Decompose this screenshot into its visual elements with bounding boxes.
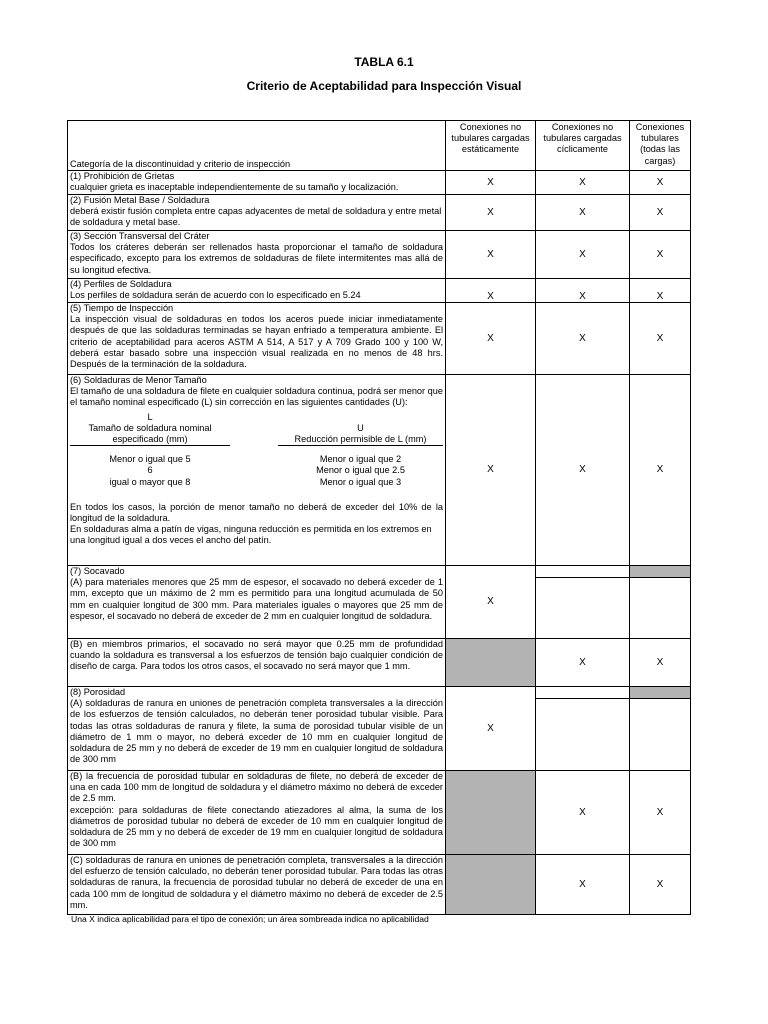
table-title: Criterio de Aceptabilidad para Inspección Visual <box>246 79 522 93</box>
mark-cell: X <box>630 771 691 855</box>
criterion-cell: (7) Socavado (A) para materiales menores que 25 mm de espesor, el socavado no deberá exceder de 1 mm, excepto que un máximo de 2 mm es permitido para una longitud acumulada de 50 mm en cualquier longitud de 300 mm. Para materiales iguales o mayores que 25 mm de espesor, el socavado no deberá de exceder de 2 mm en cualquier longitud de soldadura. <box>68 566 446 639</box>
mark-cell: X <box>446 195 536 231</box>
mark-cell: X <box>630 195 691 231</box>
table-row <box>68 566 691 639</box>
table-row <box>68 375 691 566</box>
criterion-cell: (3) Sección Transversal del Cráter Todos los cráteres deberán ser rellenados hasta proporcionar el tamaño de soldadura especificado, excepto para los extremos de soldaduras de filete intermitentes mas allá de su longitud efectiva. <box>68 231 446 279</box>
mark-cell: X <box>536 195 630 231</box>
mark-cell: X <box>630 171 691 195</box>
shaded-cell <box>446 855 536 915</box>
criterion-cell: (1) Prohibición de Grietas cualquier grieta es inaceptable independientemente de su tamaño y localización. <box>68 171 446 195</box>
mark-cell: X <box>446 279 536 303</box>
criterion-cell: (6) Soldaduras de Menor Tamaño El tamaño de una soldadura de filete en cualquier soldadura continua, podrá ser menor que el tamaño nominal especificado (L) sin corrección en las siguientes cantidades (U): L Tamaño de soldadura nominal especificado (mm) U Reducción permisible de L (mm) Menor o igual que 5 Menor o igual que 2 6 Menor o igual que 2.5 igual o mayor que 8 Menor o igual que 3 En todos los casos, la porción de menor tamaño no deberá de exceder del 10% de la longitud de la soldadura. En soldaduras alma a patín de vigas, ninguna reducción es permitida en los extremos en una longitud igual a dos veces el ancho del patín. <box>68 375 446 566</box>
table-number: TABLA 6.1 <box>354 55 414 69</box>
mark-cell: X <box>630 375 691 566</box>
split-cell <box>536 566 630 639</box>
mark-cell: X <box>536 303 630 375</box>
criterion-cell: (B) en miembros primarios, el socavado no será mayor que 0.25 mm de profundidad cuando la soldadura es transversal a los esfuerzos de tensión bajo cualquier condición de diseño de carga. Para todos los otros casos, el socavado no será mayor que 1 mm. <box>68 639 446 687</box>
mark-cell: X <box>630 279 691 303</box>
criterion-cell: (5) Tiempo de Inspección La inspección visual de soldaduras en todos los aceros puede iniciar inmediatamente después de que las soldaduras terminadas se hayan enfriado a temperatura ambiente. El criterio de aceptabilidad para aceros ASTM A 514, A 517 y A 709 Grado 100 y 100 W, deberá estar basado sobre una inspección visual realizada en no menos de 48 hrs. Después de la terminación de la soldadura. <box>68 303 446 375</box>
table-row <box>68 195 691 231</box>
acceptance-criteria-table <box>67 120 691 915</box>
header-category: Categoría de la discontinuidad y criterio de inspección <box>68 121 446 171</box>
table-row <box>68 639 691 687</box>
header-tubular: Conexiones tubulares (todas las cargas) <box>630 121 691 171</box>
criterion-cell: (2) Fusión Metal Base / Soldadura deberá existir fusión completa entre capas adyacentes de metal de soldadura y entre metal de soldadura y metal base. <box>68 195 446 231</box>
mark-cell: X <box>446 375 536 566</box>
mark-cell: X <box>630 855 691 915</box>
mark-cell: X <box>536 771 630 855</box>
criterion-cell: (4) Perfiles de Soldadura Los perfiles de soldadura serán de acuerdo con lo especificado en 5.24 <box>68 279 446 303</box>
mark-cell: X <box>446 687 536 771</box>
footnote: Una X indica aplicabilidad para el tipo de conexión; un área sombreada indica no aplicabilidad <box>71 914 429 924</box>
mark-cell: X <box>536 375 630 566</box>
table-row <box>68 303 691 375</box>
mark-cell: X <box>536 855 630 915</box>
table-row <box>68 771 691 855</box>
mark-cell: X <box>446 566 536 639</box>
size-reduction-table: L Tamaño de soldadura nominal especificado (mm) U Reducción permisible de L (mm) Menor o igual que 5 Menor o igual que 2 6 Menor o igual que 2.5 igual o mayor que 8 Menor o igual que 3 <box>70 412 443 488</box>
mark-cell: X <box>536 231 630 279</box>
table-row <box>68 231 691 279</box>
table-row <box>68 687 691 771</box>
mark-cell: X <box>536 639 630 687</box>
mark-cell: X <box>630 639 691 687</box>
mark-cell: X <box>446 171 536 195</box>
table-row <box>68 171 691 195</box>
header-static-nontubular: Conexiones no tubulares cargadas estáticamente <box>446 121 536 171</box>
header-cyclic-nontubular: Conexiones no tubulares cargadas cíclicamente <box>536 121 630 171</box>
mark-cell: X <box>446 303 536 375</box>
criterion-cell: (8) Porosidad (A) soldaduras de ranura en uniones de penetración completa transversales a la dirección de los esfuerzos de tensión calculados, no deberán tener porosidad tubular visible. Para todas las otras soldaduras de ranura y filete, la suma de porosidad tubular visible de un diámetro de 1 mm o mayor, no deberá exceder de 10 mm en cualquier longitud de soldadura de 25 mm y no deberá de exceder de 19 mm en cualquier longitud de soldadura de 300 mm <box>68 687 446 771</box>
shaded-cell <box>446 639 536 687</box>
table-row <box>68 855 691 915</box>
mark-cell: X <box>630 231 691 279</box>
table-row <box>68 279 691 303</box>
mark-cell: X <box>536 171 630 195</box>
mark-cell: X <box>630 303 691 375</box>
criterion-cell: (B) la frecuencia de porosidad tubular en soldaduras de filete, no deberá de exceder de una en cada 100 mm de longitud de soldadura y el diámetro máximo no deberá de exceder de 2.5 mm. excepción: para soldaduras de filete conectando atiezadores al alma, la suma de los diámetros de porosidad tubular no deberá de exceder de 10 mm en cualquier longitud de soldadura de 25 mm y no deberá de exceder de 19 mm en cualquier longitud de soldadura de 300 mm <box>68 771 446 855</box>
split-cell <box>630 687 691 771</box>
split-cell <box>630 566 691 639</box>
mark-cell: X <box>446 231 536 279</box>
split-cell <box>536 687 630 771</box>
criterion-cell: (C) soldaduras de ranura en uniones de penetración completa, transversales a la dirección del esfuerzo de tensión calculado, no deberán tener porosidad tubular. Para todas las otras soldaduras de ranura, la frecuencia de porosidad tubular no deberá de exceder de una en cada 100 mm de longitud de soldadura y el diámetro máximo no deberá de exceder de 2.5 mm. <box>68 855 446 915</box>
shaded-cell <box>446 771 536 855</box>
mark-cell: X <box>536 279 630 303</box>
